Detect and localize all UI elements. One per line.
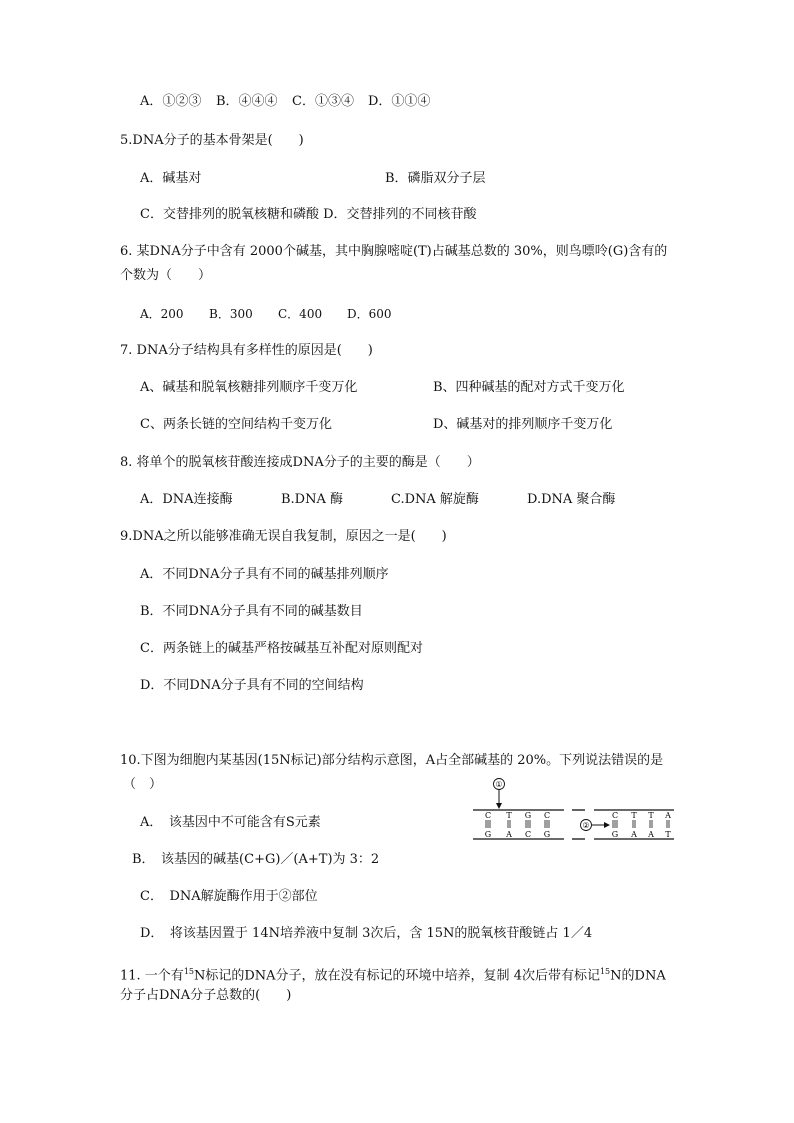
q11-stem-line2: 分子占DNA分子总数的( )	[120, 988, 292, 1003]
q6-option-c: C．400	[278, 307, 323, 321]
q10-option-a: A． 该基因中不可能含有S元素	[140, 815, 321, 830]
base-bottom-right-1: G	[611, 830, 619, 839]
q10-option-d: D． 将该基因置于 14N培养液中复制 3次后，含 15N的脱氧核苷酸链占 1／4	[140, 926, 593, 941]
marker-1-arrowhead	[496, 803, 502, 809]
marker-2-arrowhead	[604, 822, 610, 828]
q4-option-b: B．④④④	[216, 94, 278, 109]
q8-stem: 8. 将单个的脱氧核苷酸连接成DNA分子的主要的酶是（ ）	[120, 455, 480, 470]
q5-stem: 5.DNA分子的基本骨架是( )	[120, 133, 304, 148]
q6-option-a: A．200	[140, 307, 184, 321]
base-top-right-3: T	[648, 811, 654, 820]
base-top-right-4: A	[665, 811, 671, 820]
q10-option-c: C． DNA解旋酶作用于②部位	[140, 889, 318, 904]
q9-stem: 9.DNA之所以能够准确无误自我复制，原因之一是( )	[120, 529, 447, 544]
base-top-left-2: T	[506, 811, 512, 820]
base-top-left-3: G	[524, 811, 532, 820]
q9-option-c: C．两条链上的碱基严格按碱基互补配对原则配对	[140, 641, 423, 656]
marker-2-label: ②	[582, 821, 590, 830]
q5-option-cd: C．交替排列的脱氧核糖和磷酸 D．交替排列的不同核苷酸	[140, 207, 477, 222]
q10-stem-line1: 10.下图为细胞内某基因(15N标记)部分结构示意图，A占全部碱基的 20%。下列说法错误的是	[120, 753, 664, 768]
q9-option-d: D．不同DNA分子具有不同的空间结构	[140, 678, 364, 693]
base-bottom-left-2: A	[506, 830, 512, 839]
q7-stem: 7. DNA分子结构具有多样性的原因是( )	[120, 343, 373, 358]
marker-1-label: ①	[495, 780, 503, 789]
base-bottom-left-3: C	[524, 830, 532, 839]
q7-option-c: C、两条长链的空间结构千变万化	[140, 417, 332, 432]
q10-option-b: B． 该基因的碱基(C+G)／(A+T)为 3：2	[132, 852, 380, 867]
q11-superscript-2: 15	[599, 967, 611, 976]
q8-option-b: B.DNA 酶	[281, 492, 344, 507]
q6-option-b: B．300	[209, 307, 253, 321]
q6-option-d: D．600	[347, 307, 392, 321]
q10-stem-line2: （ ）	[123, 777, 163, 792]
base-bottom-left-4: G	[543, 830, 551, 839]
q11-stem-part2: N标记的DNA分子，放在没有标记的环境中培养，复制 4次后带有标记	[194, 968, 600, 984]
q7-option-d: D、碱基对的排列顺序千变万化	[433, 417, 613, 432]
q11-stem-part1: 11. 一个有	[120, 968, 184, 984]
dna-structure-diagram	[468, 778, 680, 848]
q8-option-d: D.DNA 聚合酶	[527, 492, 616, 507]
base-bottom-right-4: T	[665, 830, 671, 839]
dna-diagram-svg	[468, 778, 680, 848]
q7-option-a: A、碱基和脱氧核糖排列顺序千变万化	[140, 380, 358, 395]
q11-stem-part3: N的DNA	[610, 968, 666, 984]
q9-option-a: A．不同DNA分子具有不同的碱基排列顺序	[140, 567, 389, 582]
base-bottom-right-2: A	[631, 830, 637, 839]
q11-superscript-1: 15	[183, 967, 194, 976]
q8-option-c: C.DNA 解旋酶	[391, 492, 479, 507]
base-top-left-4: C	[543, 811, 551, 820]
q4-option-a: A．①②③	[140, 94, 202, 109]
q11-stem-line1	[120, 963, 666, 985]
q7-option-b: B、四种碱基的配对方式千变万化	[433, 380, 625, 395]
q9-option-b: B．不同DNA分子具有不同的碱基数目	[140, 604, 363, 619]
base-bottom-left-1: G	[484, 830, 492, 839]
q4-option-c: C．①③④	[292, 94, 354, 109]
q4-option-d: D．①①④	[368, 94, 431, 109]
base-top-left-1: C	[484, 811, 492, 820]
q6-stem-line2: 个数为（ ）	[120, 268, 212, 283]
base-bottom-right-3: A	[648, 830, 654, 839]
q8-option-a: A．DNA连接酶	[140, 492, 233, 507]
base-top-right-1: C	[611, 811, 619, 820]
q5-option-b: B．磷脂双分子层	[385, 171, 486, 186]
q6-stem-line1: 6. 某DNA分子中含有 2000个碱基，其中胸腺嘧啶(T)占碱基总数的 30%，则鸟嘌呤(G)含有的	[120, 244, 668, 259]
q5-option-a: A．碱基对	[140, 171, 202, 186]
base-top-right-2: T	[631, 811, 637, 820]
